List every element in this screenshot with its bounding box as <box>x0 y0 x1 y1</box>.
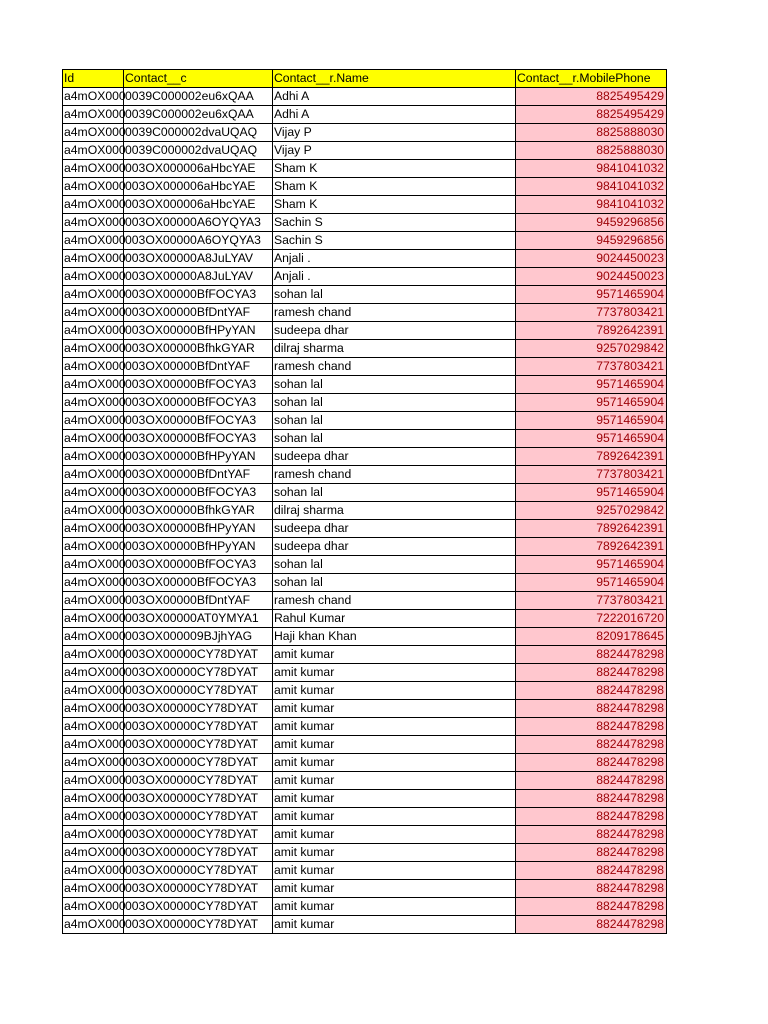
cell-id[interactable]: a4mOX000 <box>63 700 124 718</box>
cell-name[interactable]: sohan lal <box>273 286 516 304</box>
table-row <box>63 484 667 502</box>
table-row <box>63 790 667 808</box>
cell-phone[interactable]: 8825495429 <box>516 88 667 106</box>
cell-name[interactable]: sohan lal <box>273 556 516 574</box>
table-row <box>63 844 667 862</box>
cell-name[interactable]: amit kumar <box>273 718 516 736</box>
cell-name[interactable]: amit kumar <box>273 736 516 754</box>
table-row <box>63 520 667 538</box>
cell-phone[interactable]: 8824478298 <box>516 646 667 664</box>
cell-contact[interactable]: 003OX00000BfHPyYAN <box>124 448 273 466</box>
cell-phone[interactable]: 8824478298 <box>516 718 667 736</box>
cell-phone[interactable]: 7892642391 <box>516 322 667 340</box>
cell-id[interactable]: a4mOX000 <box>63 664 124 682</box>
cell-name[interactable]: Sham K <box>273 178 516 196</box>
cell-name[interactable]: amit kumar <box>273 862 516 880</box>
cell-id[interactable]: a4mOX000 <box>63 916 124 934</box>
table-row <box>63 178 667 196</box>
cell-contact[interactable]: 003OX00000BfFOCYA3 <box>124 412 273 430</box>
cell-id[interactable]: a4mOX000 <box>63 124 124 142</box>
cell-contact[interactable]: 003OX00000CY78DYAT <box>124 844 273 862</box>
cell-contact[interactable]: 003OX00000CY78DYAT <box>124 790 273 808</box>
cell-contact[interactable]: 003OX00000CY78DYAT <box>124 916 273 934</box>
table-row <box>63 574 667 592</box>
cell-id[interactable]: a4mOX000 <box>63 826 124 844</box>
cell-phone[interactable]: 9841041032 <box>516 160 667 178</box>
cell-name[interactable]: sohan lal <box>273 412 516 430</box>
cell-contact[interactable]: 003OX00000BfHPyYAN <box>124 538 273 556</box>
cell-contact[interactable]: 003OX00000CY78DYAT <box>124 808 273 826</box>
table-row <box>63 286 667 304</box>
cell-id[interactable]: a4mOX000 <box>63 646 124 664</box>
cell-contact[interactable]: 003OX00000BfFOCYA3 <box>124 574 273 592</box>
table-row <box>63 430 667 448</box>
cell-phone[interactable]: 9571465904 <box>516 412 667 430</box>
cell-contact[interactable]: 003OX000009BJjhYAG <box>124 628 273 646</box>
cell-name[interactable]: Sham K <box>273 196 516 214</box>
cell-id[interactable]: a4mOX000 <box>63 592 124 610</box>
table-row <box>63 268 667 286</box>
table-body <box>63 88 667 934</box>
cell-contact[interactable]: 003OX00000BfDntYAF <box>124 592 273 610</box>
cell-contact[interactable]: 003OX00000BfHPyYAN <box>124 322 273 340</box>
cell-contact[interactable]: 003OX00000BfDntYAF <box>124 358 273 376</box>
cell-contact[interactable]: 003OX00000CY78DYAT <box>124 754 273 772</box>
cell-contact[interactable]: 003OX00000CY78DYAT <box>124 718 273 736</box>
table-row <box>63 880 667 898</box>
cell-name[interactable]: amit kumar <box>273 754 516 772</box>
table-row <box>63 862 667 880</box>
cell-phone[interactable]: 9841041032 <box>516 178 667 196</box>
table-row <box>63 394 667 412</box>
table-row <box>63 592 667 610</box>
cell-id[interactable]: a4mOX000 <box>63 502 124 520</box>
cell-name[interactable]: sohan lal <box>273 394 516 412</box>
cell-id[interactable]: a4mOX000 <box>63 250 124 268</box>
table-row <box>63 682 667 700</box>
cell-phone[interactable]: 9257029842 <box>516 502 667 520</box>
table-row <box>63 340 667 358</box>
table-row <box>63 124 667 142</box>
cell-name[interactable]: sohan lal <box>273 484 516 502</box>
cell-contact[interactable]: 0039C000002eu6xQAA <box>124 106 273 124</box>
cell-name[interactable]: ramesh chand <box>273 304 516 322</box>
cell-name[interactable]: Anjali . <box>273 268 516 286</box>
cell-contact[interactable]: 003OX00000CY78DYAT <box>124 700 273 718</box>
table-row <box>63 898 667 916</box>
table-row <box>63 826 667 844</box>
table-row <box>63 196 667 214</box>
cell-id[interactable]: a4mOX000 <box>63 88 124 106</box>
table-row <box>63 304 667 322</box>
cell-phone[interactable]: 7737803421 <box>516 358 667 376</box>
cell-contact[interactable]: 003OX00000BfFOCYA3 <box>124 286 273 304</box>
table-row <box>63 772 667 790</box>
cell-phone[interactable]: 9571465904 <box>516 574 667 592</box>
cell-id[interactable]: a4mOX000 <box>63 628 124 646</box>
cell-phone[interactable]: 9841041032 <box>516 196 667 214</box>
cell-phone[interactable]: 8824478298 <box>516 916 667 934</box>
cell-name[interactable]: amit kumar <box>273 844 516 862</box>
cell-name[interactable]: amit kumar <box>273 808 516 826</box>
cell-name[interactable]: amit kumar <box>273 664 516 682</box>
cell-id[interactable]: a4mOX000 <box>63 736 124 754</box>
cell-phone[interactable]: 9024450023 <box>516 268 667 286</box>
cell-id[interactable]: a4mOX000 <box>63 484 124 502</box>
cell-name[interactable]: ramesh chand <box>273 466 516 484</box>
cell-contact[interactable]: 003OX00000A8JuLYAV <box>124 250 273 268</box>
cell-phone[interactable]: 9571465904 <box>516 286 667 304</box>
cell-phone[interactable]: 8824478298 <box>516 880 667 898</box>
cell-phone[interactable]: 8825888030 <box>516 142 667 160</box>
cell-phone[interactable]: 8824478298 <box>516 700 667 718</box>
cell-id[interactable]: a4mOX000 <box>63 232 124 250</box>
cell-id[interactable]: a4mOX000 <box>63 772 124 790</box>
cell-id[interactable]: a4mOX000 <box>63 214 124 232</box>
cell-name[interactable]: Sachin S <box>273 214 516 232</box>
cell-phone[interactable]: 9024450023 <box>516 250 667 268</box>
cell-phone[interactable]: 8825495429 <box>516 106 667 124</box>
cell-phone[interactable]: 8824478298 <box>516 682 667 700</box>
cell-id[interactable]: a4mOX000 <box>63 178 124 196</box>
cell-phone[interactable]: 7737803421 <box>516 592 667 610</box>
cell-contact[interactable]: 003OX00000BfFOCYA3 <box>124 484 273 502</box>
cell-id[interactable]: a4mOX000 <box>63 682 124 700</box>
spreadsheet <box>62 69 667 934</box>
cell-id[interactable]: a4mOX000 <box>63 160 124 178</box>
cell-contact[interactable]: 0039C000002eu6xQAA <box>124 88 273 106</box>
cell-id[interactable]: a4mOX000 <box>63 844 124 862</box>
cell-name[interactable]: dilraj sharma <box>273 502 516 520</box>
table-row <box>63 214 667 232</box>
table-row <box>63 646 667 664</box>
cell-name[interactable]: amit kumar <box>273 790 516 808</box>
table-row <box>63 718 667 736</box>
cell-phone[interactable]: 9571465904 <box>516 556 667 574</box>
cell-contact[interactable]: 0039C000002dvaUQAQ <box>124 142 273 160</box>
cell-contact[interactable]: 003OX00000BfFOCYA3 <box>124 556 273 574</box>
cell-name[interactable]: sudeepa dhar <box>273 520 516 538</box>
cell-name[interactable]: dilraj sharma <box>273 340 516 358</box>
cell-contact[interactable]: 003OX00000CY78DYAT <box>124 880 273 898</box>
cell-contact[interactable]: 003OX00000CY78DYAT <box>124 682 273 700</box>
table-row <box>63 88 667 106</box>
cell-phone[interactable]: 9571465904 <box>516 430 667 448</box>
cell-phone[interactable]: 8824478298 <box>516 664 667 682</box>
table-row <box>63 700 667 718</box>
cell-id[interactable]: a4mOX000 <box>63 358 124 376</box>
cell-contact[interactable]: 003OX000006aHbcYAE <box>124 160 273 178</box>
cell-contact[interactable]: 003OX00000CY78DYAT <box>124 664 273 682</box>
cell-id[interactable]: a4mOX000 <box>63 304 124 322</box>
cell-name[interactable]: Haji khan Khan <box>273 628 516 646</box>
cell-phone[interactable]: 7892642391 <box>516 448 667 466</box>
cell-name[interactable]: amit kumar <box>273 916 516 934</box>
cell-name[interactable]: amit kumar <box>273 826 516 844</box>
cell-id[interactable]: a4mOX000 <box>63 556 124 574</box>
cell-name[interactable]: amit kumar <box>273 700 516 718</box>
cell-phone[interactable]: 8824478298 <box>516 844 667 862</box>
cell-name[interactable]: sudeepa dhar <box>273 538 516 556</box>
cell-contact[interactable]: 003OX000006aHbcYAE <box>124 196 273 214</box>
cell-id[interactable]: a4mOX000 <box>63 268 124 286</box>
table-row <box>63 556 667 574</box>
cell-contact[interactable]: 003OX00000CY78DYAT <box>124 862 273 880</box>
cell-phone[interactable]: 8824478298 <box>516 772 667 790</box>
cell-phone[interactable]: 8824478298 <box>516 862 667 880</box>
cell-name[interactable]: amit kumar <box>273 880 516 898</box>
cell-name[interactable]: sohan lal <box>273 430 516 448</box>
cell-contact[interactable]: 003OX00000BfhkGYAR <box>124 340 273 358</box>
cell-contact[interactable]: 003OX00000BfFOCYA3 <box>124 376 273 394</box>
table-row <box>63 322 667 340</box>
cell-contact[interactable]: 003OX00000BfDntYAF <box>124 304 273 322</box>
cell-id[interactable]: a4mOX000 <box>63 574 124 592</box>
cell-name[interactable]: sudeepa dhar <box>273 322 516 340</box>
cell-contact[interactable]: 003OX00000BfDntYAF <box>124 466 273 484</box>
header-contact[interactable]: Contact__c <box>124 70 273 88</box>
table-row <box>63 250 667 268</box>
cell-name[interactable]: amit kumar <box>273 772 516 790</box>
table-row <box>63 736 667 754</box>
table-row <box>63 232 667 250</box>
cell-id[interactable]: a4mOX000 <box>63 808 124 826</box>
table-row <box>63 142 667 160</box>
cell-contact[interactable]: 003OX00000BfFOCYA3 <box>124 430 273 448</box>
table-row <box>63 448 667 466</box>
cell-name[interactable]: Adhi A <box>273 106 516 124</box>
cell-phone[interactable]: 8824478298 <box>516 754 667 772</box>
cell-phone[interactable]: 8824478298 <box>516 808 667 826</box>
cell-phone[interactable]: 7892642391 <box>516 538 667 556</box>
cell-id[interactable]: a4mOX000 <box>63 322 124 340</box>
cell-id[interactable]: a4mOX000 <box>63 754 124 772</box>
table-row <box>63 502 667 520</box>
cell-id[interactable]: a4mOX000 <box>63 448 124 466</box>
cell-id[interactable]: a4mOX000 <box>63 142 124 160</box>
cell-id[interactable]: a4mOX000 <box>63 286 124 304</box>
table-row <box>63 160 667 178</box>
cell-id[interactable]: a4mOX000 <box>63 394 124 412</box>
cell-name[interactable]: sudeepa dhar <box>273 448 516 466</box>
cell-id[interactable]: a4mOX000 <box>63 880 124 898</box>
cell-phone[interactable]: 9571465904 <box>516 484 667 502</box>
header-row <box>63 70 667 88</box>
cell-name[interactable]: ramesh chand <box>273 592 516 610</box>
cell-name[interactable]: Adhi A <box>273 88 516 106</box>
cell-id[interactable]: a4mOX000 <box>63 466 124 484</box>
cell-id[interactable]: a4mOX000 <box>63 790 124 808</box>
cell-contact[interactable]: 003OX00000A6OYQYA3 <box>124 232 273 250</box>
cell-contact[interactable]: 003OX00000AT0YMYA1 <box>124 610 273 628</box>
cell-phone[interactable]: 8824478298 <box>516 736 667 754</box>
cell-name[interactable]: sohan lal <box>273 376 516 394</box>
cell-name[interactable]: Vijay P <box>273 124 516 142</box>
cell-contact[interactable]: 003OX00000A6OYQYA3 <box>124 214 273 232</box>
cell-name[interactable]: Sham K <box>273 160 516 178</box>
header-name[interactable]: Contact__r.Name <box>273 70 516 88</box>
table-row <box>63 754 667 772</box>
cell-phone[interactable]: 8825888030 <box>516 124 667 142</box>
cell-id[interactable]: a4mOX000 <box>63 430 124 448</box>
table-row <box>63 808 667 826</box>
cell-phone[interactable]: 9459296856 <box>516 232 667 250</box>
cell-contact[interactable]: 003OX00000BfhkGYAR <box>124 502 273 520</box>
cell-id[interactable]: a4mOX000 <box>63 520 124 538</box>
cell-contact[interactable]: 003OX00000CY78DYAT <box>124 898 273 916</box>
cell-id[interactable]: a4mOX000 <box>63 340 124 358</box>
cell-id[interactable]: a4mOX000 <box>63 376 124 394</box>
cell-id[interactable]: a4mOX000 <box>63 538 124 556</box>
cell-name[interactable]: Rahul Kumar <box>273 610 516 628</box>
cell-phone[interactable]: 7737803421 <box>516 304 667 322</box>
cell-contact[interactable]: 003OX00000A8JuLYAV <box>124 268 273 286</box>
cell-contact[interactable]: 003OX00000CY78DYAT <box>124 646 273 664</box>
table-row <box>63 376 667 394</box>
cell-phone[interactable]: 8824478298 <box>516 826 667 844</box>
table-row <box>63 610 667 628</box>
cell-name[interactable]: amit kumar <box>273 646 516 664</box>
cell-name[interactable]: Vijay P <box>273 142 516 160</box>
cell-name[interactable]: sohan lal <box>273 574 516 592</box>
contact-table <box>62 69 667 934</box>
cell-name[interactable]: ramesh chand <box>273 358 516 376</box>
cell-phone[interactable]: 9459296856 <box>516 214 667 232</box>
cell-contact[interactable]: 003OX00000BfFOCYA3 <box>124 394 273 412</box>
header-id[interactable]: Id <box>63 70 124 88</box>
cell-id[interactable]: a4mOX000 <box>63 718 124 736</box>
cell-phone[interactable]: 8824478298 <box>516 898 667 916</box>
cell-contact[interactable]: 003OX00000BfHPyYAN <box>124 520 273 538</box>
cell-contact[interactable]: 0039C000002dvaUQAQ <box>124 124 273 142</box>
cell-phone[interactable]: 8209178645 <box>516 628 667 646</box>
cell-phone[interactable]: 9257029842 <box>516 340 667 358</box>
table-row <box>63 538 667 556</box>
cell-phone[interactable]: 7892642391 <box>516 520 667 538</box>
cell-id[interactable]: a4mOX000 <box>63 610 124 628</box>
cell-id[interactable]: a4mOX000 <box>63 862 124 880</box>
cell-id[interactable]: a4mOX000 <box>63 898 124 916</box>
cell-contact[interactable]: 003OX00000CY78DYAT <box>124 772 273 790</box>
table-row <box>63 358 667 376</box>
cell-id[interactable]: a4mOX000 <box>63 412 124 430</box>
cell-phone[interactable]: 9571465904 <box>516 394 667 412</box>
table-row <box>63 664 667 682</box>
table-row <box>63 628 667 646</box>
cell-phone[interactable]: 7737803421 <box>516 466 667 484</box>
cell-id[interactable]: a4mOX000 <box>63 106 124 124</box>
cell-contact[interactable]: 003OX00000CY78DYAT <box>124 826 273 844</box>
table-row <box>63 466 667 484</box>
cell-phone[interactable]: 8824478298 <box>516 790 667 808</box>
table-row <box>63 916 667 934</box>
cell-id[interactable]: a4mOX000 <box>63 196 124 214</box>
cell-name[interactable]: amit kumar <box>273 682 516 700</box>
cell-name[interactable]: Sachin S <box>273 232 516 250</box>
cell-phone[interactable]: 7222016720 <box>516 610 667 628</box>
cell-name[interactable]: Anjali . <box>273 250 516 268</box>
cell-name[interactable]: amit kumar <box>273 898 516 916</box>
header-phone[interactable]: Contact__r.MobilePhone <box>516 70 667 88</box>
table-row <box>63 106 667 124</box>
table-row <box>63 412 667 430</box>
cell-contact[interactable]: 003OX00000CY78DYAT <box>124 736 273 754</box>
cell-phone[interactable]: 9571465904 <box>516 376 667 394</box>
cell-contact[interactable]: 003OX000006aHbcYAE <box>124 178 273 196</box>
